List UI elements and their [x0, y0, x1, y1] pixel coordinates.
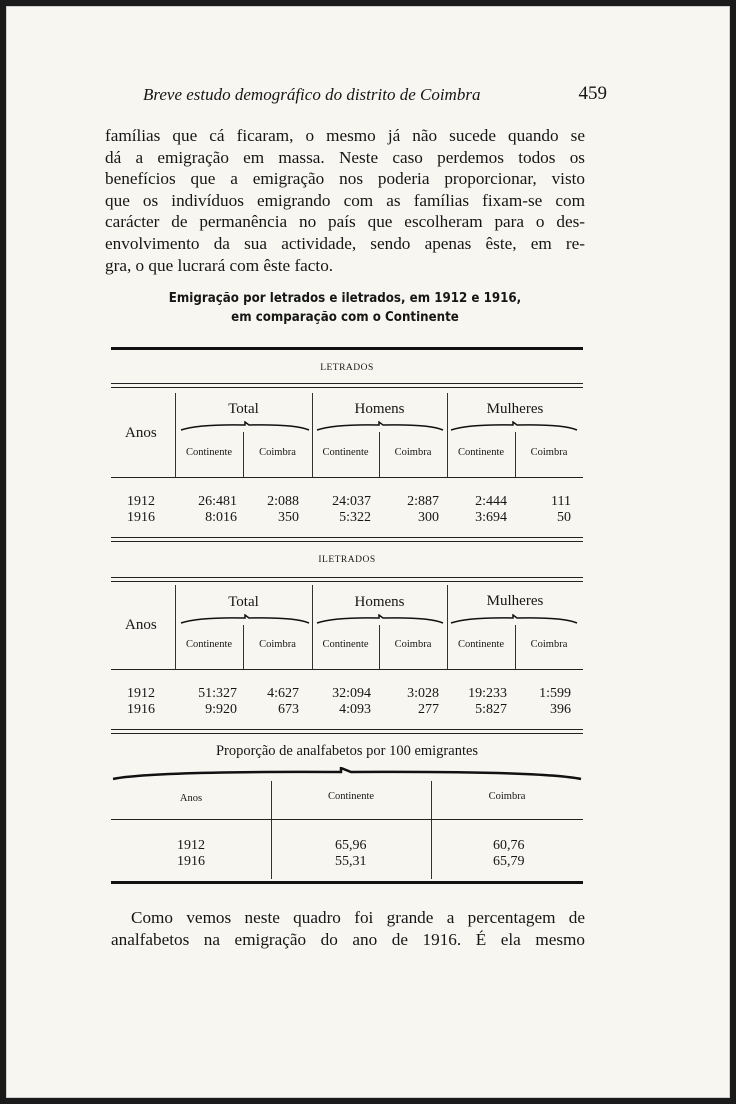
- subheader: Continente: [185, 639, 233, 650]
- value-cell: 51:327: [198, 686, 237, 701]
- bottom-rule: [111, 881, 583, 884]
- value-cell: 2:444: [475, 494, 507, 509]
- text-line: que os indivíduos emigrando com as famílias fixam-se com: [105, 190, 585, 210]
- subheader: Coimbra: [259, 447, 296, 458]
- year-cell: 1916: [127, 702, 155, 717]
- rule: [111, 541, 583, 542]
- subheader: Coimbra: [530, 639, 568, 650]
- table-caption-line2: em comparação com o Continente: [231, 309, 459, 325]
- text-line: carácter de permanência no país que escolheram para o des-: [105, 212, 585, 232]
- proporcao-header-continente: Continente: [327, 791, 375, 802]
- top-rule: [111, 347, 583, 350]
- text-line: gra, o que lucrará com êste facto.: [105, 255, 334, 275]
- value-cell: 19:233: [468, 686, 507, 701]
- rule: [111, 577, 583, 578]
- value-cell: 111: [551, 494, 571, 509]
- group-braces: [179, 421, 579, 433]
- rule: [111, 537, 583, 538]
- proporcao-title: Proporção de analfabetos por 100 emigrantes: [215, 743, 479, 759]
- value-cell: 673: [278, 702, 299, 717]
- rule: [111, 729, 583, 730]
- group-header-mulheres: Mulheres: [486, 401, 544, 417]
- year-cell: 1912: [177, 838, 205, 853]
- proporcao-header-anos: Anos: [179, 793, 203, 804]
- proporcao-brace: [111, 767, 583, 781]
- rule: [111, 581, 583, 582]
- page-number: 459: [578, 83, 607, 104]
- value-cell: 350: [278, 510, 299, 525]
- rule: [111, 669, 583, 670]
- rule: [111, 733, 583, 734]
- text-line: famílias que cá ficaram, o mesmo já não sucede quando se: [105, 126, 585, 145]
- value-cell: 3:694: [475, 510, 507, 525]
- value-cell: 5:827: [475, 702, 507, 717]
- value-cell: 9:920: [205, 702, 237, 717]
- group-header-homens: Homens: [354, 401, 405, 417]
- subheader: Coimbra: [530, 447, 568, 458]
- subheader: Coimbra: [394, 639, 432, 650]
- text-line: benefícios que a emigração nos poderia proporcionar, visto: [105, 169, 585, 189]
- value-cell: 1:599: [539, 686, 571, 701]
- year-cell: 1916: [177, 854, 205, 869]
- intro-paragraph: [105, 125, 585, 276]
- text-line: analfabetos na emigração do ano de 1916. É ela mesmo: [111, 929, 585, 949]
- text-line: Como vemos neste quadro foi grande a percentagem de: [131, 908, 585, 927]
- value-cell: 55,31: [335, 854, 367, 869]
- subheader: Coimbra: [259, 639, 296, 650]
- letrados-title: LETRADOS: [320, 363, 374, 373]
- anos-header: Anos: [125, 617, 157, 633]
- value-cell: 8:016: [205, 510, 237, 525]
- value-cell: 4:093: [339, 702, 371, 717]
- group-braces: [179, 614, 579, 626]
- value-cell: 3:028: [407, 686, 439, 701]
- proporcao-header-coimbra: Coimbra: [488, 791, 526, 802]
- group-header-total: Total: [228, 401, 259, 417]
- value-cell: 65,79: [493, 854, 525, 869]
- value-cell: 65,96: [335, 838, 367, 853]
- value-cell: 277: [418, 702, 439, 717]
- value-cell: 32:094: [332, 686, 371, 701]
- subheader: Coimbra: [394, 447, 432, 458]
- subheader: Continente: [322, 639, 369, 650]
- subheader: Continente: [457, 447, 505, 458]
- subheader: Continente: [322, 447, 369, 458]
- table-caption-line1: Emigração por letrados e iletrados, em 1912 e 1916,: [168, 290, 522, 306]
- rule: [111, 819, 583, 820]
- running-title: Breve estudo demográfico do distrito de Coimbra: [143, 85, 481, 104]
- running-header: [143, 85, 607, 105]
- value-cell: 300: [418, 510, 439, 525]
- subheader: Continente: [457, 639, 505, 650]
- year-cell: 1916: [127, 510, 155, 525]
- year-cell: 1912: [127, 686, 155, 701]
- group-header-mulheres: Mulheres: [486, 593, 544, 609]
- value-cell: 50: [557, 510, 571, 525]
- text-line: envolvimento da sua actividade, sendo apenas êste, em re-: [105, 233, 585, 253]
- rule: [111, 477, 583, 478]
- value-cell: 2:088: [267, 494, 299, 509]
- group-header-homens: Homens: [354, 594, 405, 610]
- anos-header: Anos: [125, 425, 157, 441]
- value-cell: 4:627: [267, 686, 299, 701]
- conclusion-paragraph: [111, 907, 585, 950]
- value-cell: 60,76: [493, 838, 525, 853]
- rule: [111, 383, 583, 384]
- year-cell: 1912: [127, 494, 155, 509]
- subheader: Continente: [185, 447, 233, 458]
- iletrados-title: ILETRADOS: [318, 555, 376, 565]
- text-line: dá a emigração em massa. Neste caso perdemos todos os: [105, 147, 585, 167]
- group-header-total: Total: [228, 594, 259, 610]
- document-page: [6, 6, 730, 1098]
- rule: [111, 387, 583, 388]
- value-cell: 26:481: [198, 494, 237, 509]
- value-cell: 2:887: [407, 494, 439, 509]
- value-cell: 396: [550, 702, 571, 717]
- value-cell: 24:037: [332, 494, 371, 509]
- value-cell: 5:322: [339, 510, 371, 525]
